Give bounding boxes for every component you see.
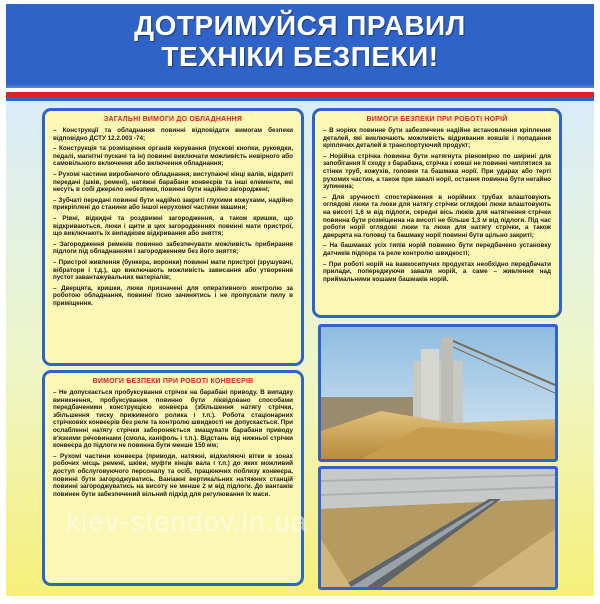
- watermark: kiev-stendov.in.ua: [66, 506, 308, 537]
- panel-title: ВИМОГИ БЕЗПЕКИ ПРИ РОБОТІ КОНВЕЄРІВ: [92, 378, 254, 385]
- paragraph: – Конструкції та обладнання повинні відповідати вимогам безпеки відповідно ДСТУ 12.2.003 -74;: [53, 127, 293, 142]
- paragraph: – В норіях повинне бути забезпечене надійне встановлення кріплення деталей, які виключають можливість відривання ковшів і попадання кріплячих деталей в транспортуючий продукт;: [323, 127, 551, 150]
- safety-poster: [6, 4, 594, 596]
- paragraph: – Конструкція та розміщення органів керування (пускові кнопки, рукоядки, педалі, магнітні пускачі та ін) повинні виключати можливість невірного або самовільного включення або включення обладнання;: [53, 145, 293, 168]
- paragraph: – Рухомі частини виробничого обладнання, виступаючі кінці валів, відкриті передачі (шків, ремені), натяжні барабани конвеєрів та інші елементи, які несуть в собі джерело небезпеки, повинні бути надійно загороджені;: [53, 170, 293, 194]
- paragraph: – Рівні, відкидні та роздвижні загородження, а також кришки, що відкриваються, люки і щити в цих загородженнях повинні мати пристрої, що виключають їх випадкове відкривання або зняття;: [53, 214, 293, 238]
- paragraph: – Зубчаті передачі повинні бути надійно закриті глухими кожухами, надійно прикріплені до станини або іншої нерухомої частини машини;: [53, 196, 293, 212]
- paragraph: – Не допускається пробуксування стрічок на барабані приводу. В випадку виникнення, пробуксування повинно бути ліквідовано способами передбаченими конструкцією конвеєра (збільшення натягу стрічки, збільшення тиску прижимного ролика і т.п.). Робота стаціонарних стрічкових конвеєрів без реле та контролю швидкості не допускається. При ослабленні натягу стрічки забороняється змащувати барабани приводу в'язкими речовинами (смола, каніфоль і т.п.). Відстань від нижньої стрічки конвеєра до підлоги не повинна бути менше 150 мм;: [53, 389, 293, 450]
- paragraph: – Для зручності спостереження в норійних трубах влаштовують оглядові люки та люки для натягу стрічки оглядові люки влаштовують на висоті 1,6 м від підлоги, середні вісь люків для натягнення стрічки повинна бути розміщенна на висоті не більше 1,3 м від підлоги. Під час роботи норії оглядові люки та люки для натягу стрічки, а також дверцята на головці та башмаку норії повинні бути щільно закриті;: [323, 193, 551, 239]
- grain-elevator-photo: [318, 324, 558, 462]
- bucket-elevator-requirements-panel: [312, 108, 562, 318]
- paragraph: – При роботі норій на важкосипучих продуктах необхідно передбачати прилади, попереджуючи завали норій, а саме – живлення над приймальними кошами башмаків норій.: [323, 260, 551, 283]
- paragraph: – На башмаках усіх типів норій повинно бути передбачено установку датчиків підпора та реле контролю швидкості;: [323, 242, 551, 257]
- conveyor-requirements-panel: [42, 370, 304, 586]
- paragraph: – Загородження ременів повинно забезпечувати можливість прибирання підлоги під обладнанням і загородженням без його зняття;: [53, 240, 293, 256]
- paragraph: – Дверцята, кришки, люки призначені для оперативного контролю за роботою обладнання, повинні тісно зачинятись і не пропускати пилу в приміщення.: [53, 284, 293, 307]
- panel-title: ВИМОГИ БЕЗПЕКИ ПРИ РОБОТІ НОРІЙ: [366, 116, 508, 123]
- paragraph: – Пристрої живлення (бункера, воронки) повинні мати пристрої (зрушувачі, вібратори і т.д.), що виключають можливість зависання або утворення пустот завантажувальних матеріалів;: [53, 258, 293, 282]
- conveyor-illustration: [321, 469, 555, 587]
- title-line-2: ТЕХНІКИ БЕЗПЕКИ!: [161, 41, 439, 72]
- paragraph: – Рухомі частини конвеєра (приводи, натяжні, відхиляючі вітки в зонах робочих місць ремені, шківи, муфти кінців вала і т.п.) до яких можливий доступ обслуговуючого персоналу та осіб, працюючих поблизу конвеєра, повинні бути загороджуватись. Ваніажні вертикальних натяжних станцій повинні загороджуватись на висоту не менше 2 м від підлоги. До вантажів повинен бути забезпечений вільний підхід для регулювання їх маси.: [53, 452, 293, 498]
- poster-title: [6, 10, 594, 72]
- conveyor-warehouse-photo: [318, 466, 558, 590]
- title-line-1: ДОТРИМУЙСЯ ПРАВИЛ: [134, 10, 466, 41]
- flag-stripe-blue: [6, 97, 594, 101]
- paragraph: – Норійна стрічка повинна бути натягнута рівномірно по ширині для запобігання її сходу з барабана, стрічка і ковші не повинні чиплятися за стінки труб, кожухів, головки та башмака норії. При ударах або терті рухомих частин, а також при завалі норії, остання повинна бути негайно зупинена;: [323, 152, 551, 191]
- grain-elevator-illustration: [321, 327, 555, 459]
- panel-title: ЗАГАЛЬНІ ВИМОГИ ДО ОБЛАДНАННЯ: [103, 116, 243, 123]
- general-requirements-panel: [42, 108, 304, 366]
